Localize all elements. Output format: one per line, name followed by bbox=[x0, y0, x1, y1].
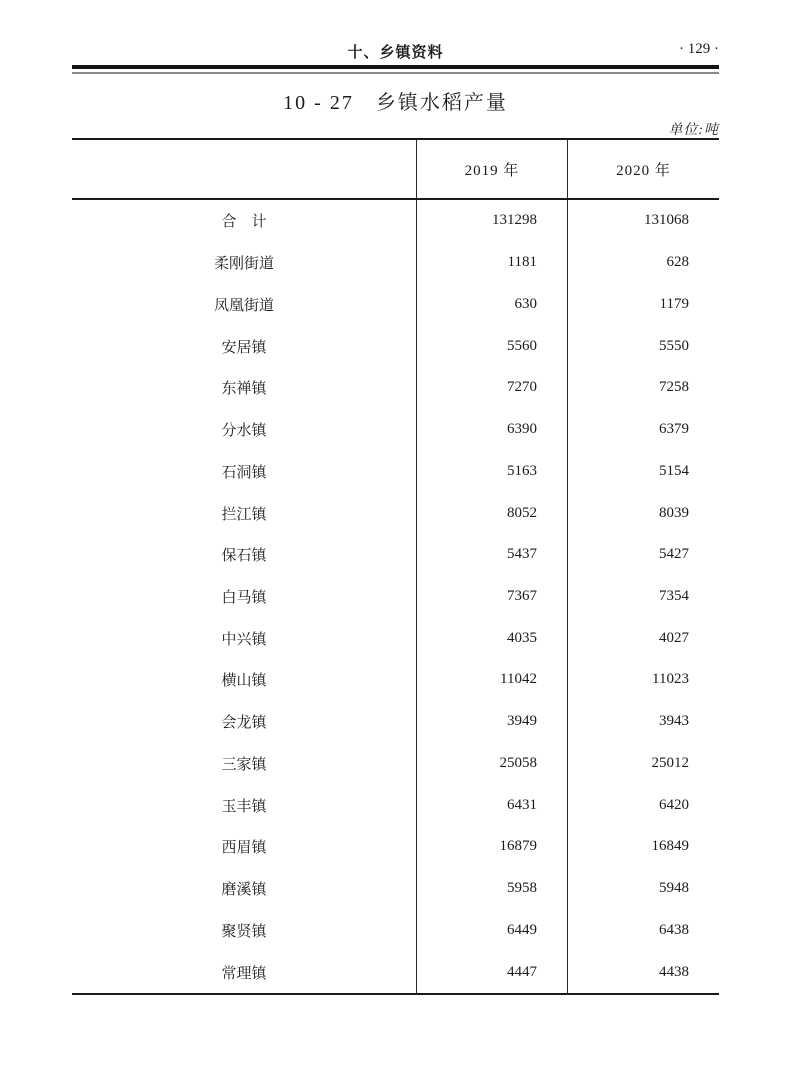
value-2020-cell: 131068 bbox=[567, 200, 719, 242]
value-2020-cell: 5427 bbox=[567, 534, 719, 576]
rice-output-table bbox=[72, 138, 719, 995]
table-title: 10 - 27 乡镇水稻产量 bbox=[283, 92, 508, 114]
township-name-cell: 东禅镇 bbox=[221, 381, 267, 398]
header-rule-thick bbox=[72, 65, 719, 69]
value-2020-cell: 7354 bbox=[567, 576, 719, 618]
table-row bbox=[72, 534, 719, 576]
value-2019-cell: 5163 bbox=[416, 450, 567, 492]
table-row bbox=[72, 200, 719, 242]
table-row bbox=[72, 701, 719, 743]
township-name-cell: 会龙镇 bbox=[221, 715, 267, 732]
value-2019-cell: 7367 bbox=[416, 576, 567, 618]
value-2019-cell: 7270 bbox=[416, 367, 567, 409]
value-2019-cell: 11042 bbox=[416, 659, 567, 701]
value-2020-cell: 6379 bbox=[567, 409, 719, 451]
value-2019-cell: 8052 bbox=[416, 492, 567, 534]
table-row bbox=[72, 784, 719, 826]
value-2019-cell: 5958 bbox=[416, 868, 567, 910]
township-name-cell: 凤凰街道 bbox=[213, 297, 274, 314]
section-title: 十、乡镇资料 bbox=[347, 44, 444, 61]
value-2020-cell: 11023 bbox=[567, 659, 719, 701]
table-row bbox=[72, 951, 719, 993]
table-row bbox=[72, 242, 719, 284]
value-2019-cell: 1181 bbox=[416, 242, 567, 284]
value-2019-cell: 5560 bbox=[416, 325, 567, 367]
table-row bbox=[72, 283, 719, 325]
township-name-cell: 聚贤镇 bbox=[221, 923, 267, 940]
value-2020-cell: 4027 bbox=[567, 617, 719, 659]
value-2019-cell: 4447 bbox=[416, 951, 567, 993]
running-head bbox=[72, 41, 719, 61]
table-row bbox=[72, 492, 719, 534]
value-2020-cell: 6420 bbox=[567, 784, 719, 826]
page-number: · 129 · bbox=[679, 41, 719, 57]
value-2020-cell: 16849 bbox=[567, 826, 719, 868]
header-rule-thin bbox=[72, 72, 719, 74]
township-name-cell: 白马镇 bbox=[221, 589, 267, 606]
value-2020-cell: 8039 bbox=[567, 492, 719, 534]
value-2020-cell: 7258 bbox=[567, 367, 719, 409]
value-2019-cell: 6390 bbox=[416, 409, 567, 451]
value-2020-cell: 1179 bbox=[567, 283, 719, 325]
value-2020-cell: 6438 bbox=[567, 909, 719, 951]
value-2020-cell: 25012 bbox=[567, 743, 719, 785]
table-row bbox=[72, 617, 719, 659]
table-header-row bbox=[72, 140, 719, 200]
table-row bbox=[72, 909, 719, 951]
table-row bbox=[72, 325, 719, 367]
table-row bbox=[72, 450, 719, 492]
value-2019-cell: 25058 bbox=[416, 743, 567, 785]
value-2020-cell: 5550 bbox=[567, 325, 719, 367]
value-2019-cell: 6431 bbox=[416, 784, 567, 826]
value-2020-cell: 4438 bbox=[567, 951, 719, 993]
value-2019-cell: 131298 bbox=[416, 200, 567, 242]
value-2020-cell: 5948 bbox=[567, 868, 719, 910]
value-2019-cell: 5437 bbox=[416, 534, 567, 576]
township-name-cell: 玉丰镇 bbox=[221, 798, 267, 815]
column-header-2020: 2020 年 bbox=[567, 140, 719, 198]
township-name-cell: 拦江镇 bbox=[221, 506, 267, 523]
township-name-cell: 磨溪镇 bbox=[221, 882, 267, 899]
value-2020-cell: 5154 bbox=[567, 450, 719, 492]
township-name-cell: 中兴镇 bbox=[221, 631, 267, 648]
value-2019-cell: 16879 bbox=[416, 826, 567, 868]
township-name-cell: 三家镇 bbox=[221, 756, 267, 773]
table-row bbox=[72, 367, 719, 409]
value-2020-cell: 3943 bbox=[567, 701, 719, 743]
table-body bbox=[72, 200, 719, 993]
column-header-2019: 2019 年 bbox=[416, 140, 567, 198]
township-name-cell: 安居镇 bbox=[221, 339, 267, 356]
table-row bbox=[72, 576, 719, 618]
township-name-cell: 常理镇 bbox=[221, 965, 267, 982]
value-2019-cell: 3949 bbox=[416, 701, 567, 743]
value-2019-cell: 4035 bbox=[416, 617, 567, 659]
table-row bbox=[72, 659, 719, 701]
township-name-cell: 西眉镇 bbox=[221, 840, 267, 857]
stub-header-cell bbox=[72, 140, 416, 198]
township-name-cell: 分水镇 bbox=[221, 423, 267, 440]
township-name-cell: 合 计 bbox=[221, 214, 267, 231]
township-name-cell: 横山镇 bbox=[221, 673, 267, 690]
unit-note: 单位:吨 bbox=[668, 123, 719, 138]
table-row bbox=[72, 868, 719, 910]
value-2019-cell: 6449 bbox=[416, 909, 567, 951]
township-name-cell: 石洞镇 bbox=[221, 464, 267, 481]
value-2019-cell: 630 bbox=[416, 283, 567, 325]
value-2020-cell: 628 bbox=[567, 242, 719, 284]
township-name-cell: 保石镇 bbox=[221, 548, 267, 565]
township-name-cell: 柔刚街道 bbox=[213, 256, 274, 273]
table-row bbox=[72, 743, 719, 785]
table-row bbox=[72, 826, 719, 868]
table-row bbox=[72, 409, 719, 451]
